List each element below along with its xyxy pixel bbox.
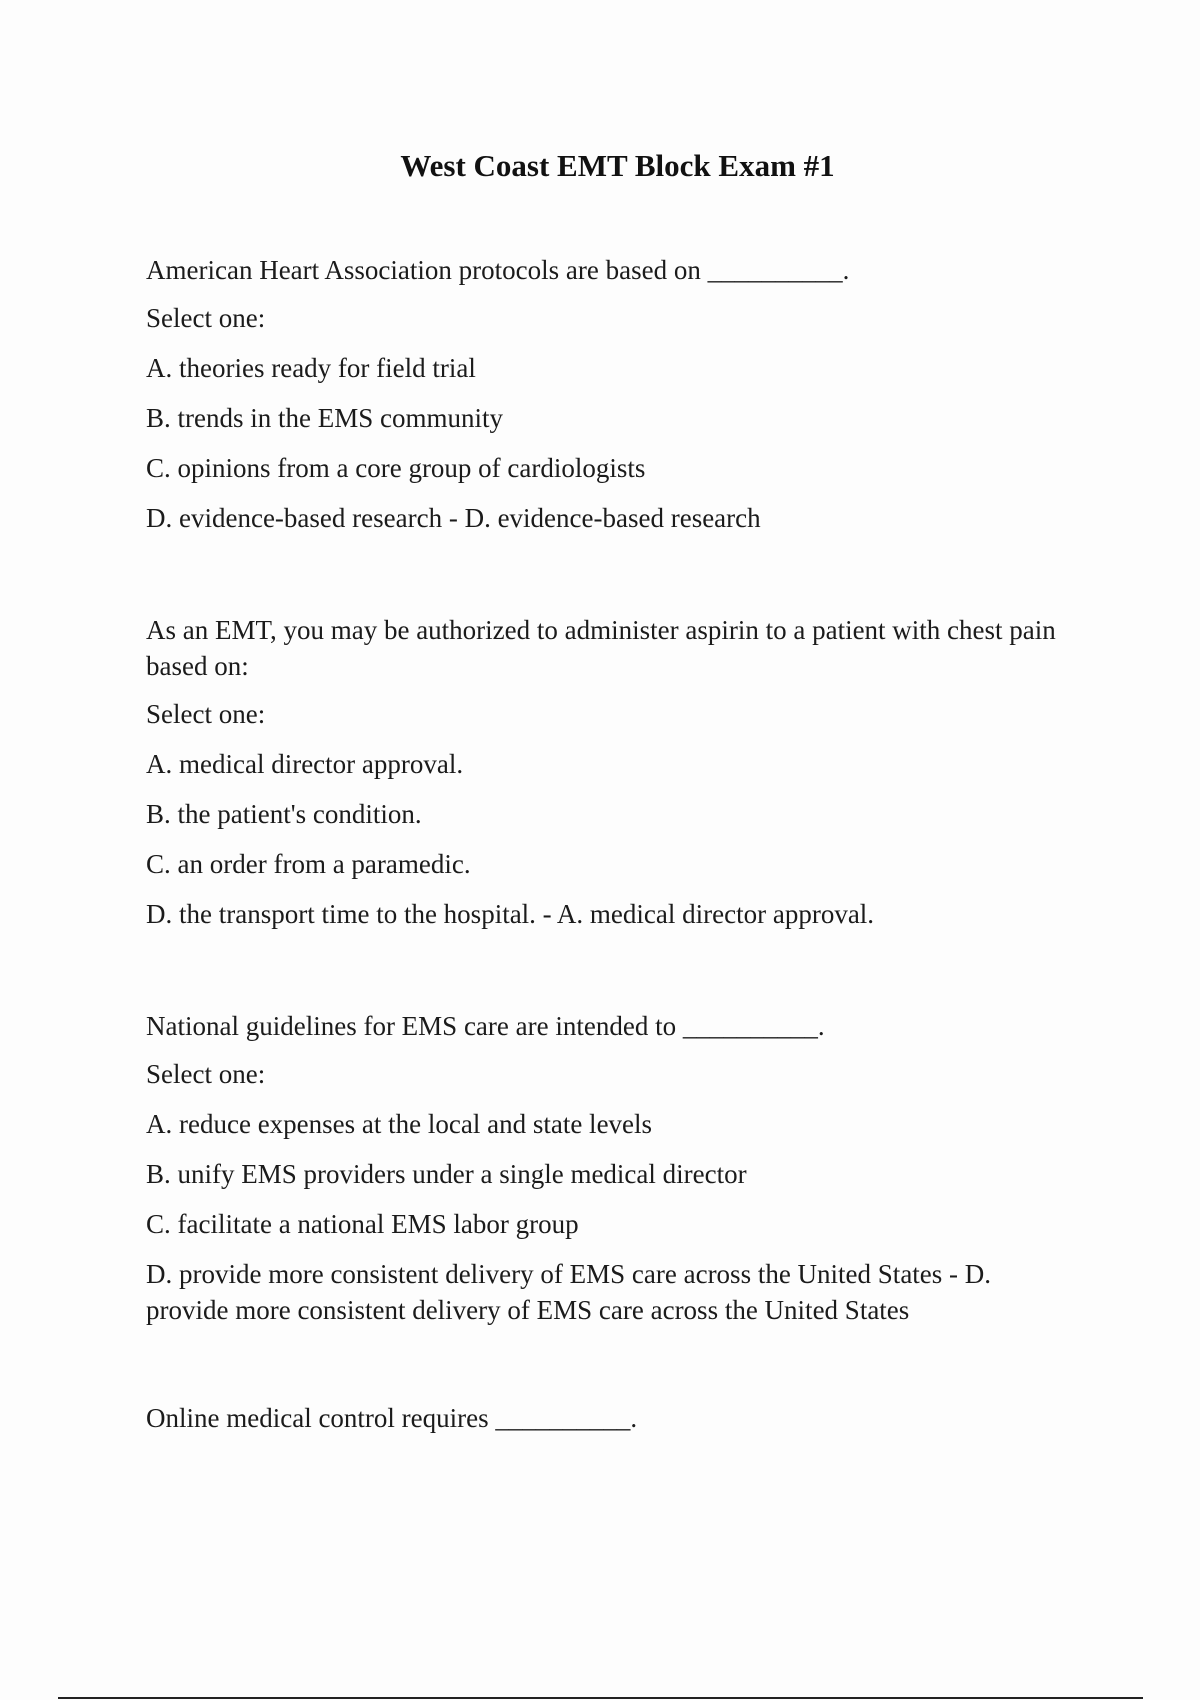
question-1-option-d: D. evidence-based research - D. evidence-based research (146, 503, 761, 533)
question-3-option-b: B. unify EMS providers under a single medical director (146, 1159, 747, 1189)
question-3-option-d: D. provide more consistent delivery of EMS care across the United States - D. provide more consistent delivery of EMS care across the United States (146, 1259, 992, 1325)
question-2-select-label: Select one: (146, 699, 266, 729)
question-3-text: National guidelines for EMS care are intended to __________. (146, 1011, 825, 1041)
question-3-select-label: Select one: (146, 1059, 266, 1089)
question-1 (146, 252, 1066, 550)
question-3 (146, 1008, 1066, 1342)
question-1-text: American Heart Association protocols are based on __________. (146, 255, 850, 285)
question-1-option-c: C. opinions from a core group of cardiologists (146, 453, 646, 483)
question-2-option-c: C. an order from a paramedic. (146, 849, 471, 879)
question-4-text: Online medical control requires __________. (146, 1403, 638, 1433)
question-3-option-c: C. facilitate a national EMS labor group (146, 1209, 579, 1239)
question-1-select-label: Select one: (146, 303, 266, 333)
question-1-option-a: A. theories ready for field trial (146, 353, 476, 383)
question-4 (146, 1400, 1066, 1448)
question-2-option-b: B. the patient's condition. (146, 799, 422, 829)
question-2-option-a: A. medical director approval. (146, 749, 464, 779)
question-1-option-b: B. trends in the EMS community (146, 403, 503, 433)
question-2-text: As an EMT, you may be authorized to administer aspirin to a patient with chest pain based on: (146, 615, 1056, 681)
question-2 (146, 612, 1066, 946)
question-2-option-d: D. the transport time to the hospital. - A. medical director approval. (146, 899, 875, 929)
page-title: West Coast EMT Block Exam #1 (400, 148, 835, 183)
question-3-option-a: A. reduce expenses at the local and state levels (146, 1109, 653, 1139)
bottom-rule (58, 1697, 1143, 1699)
